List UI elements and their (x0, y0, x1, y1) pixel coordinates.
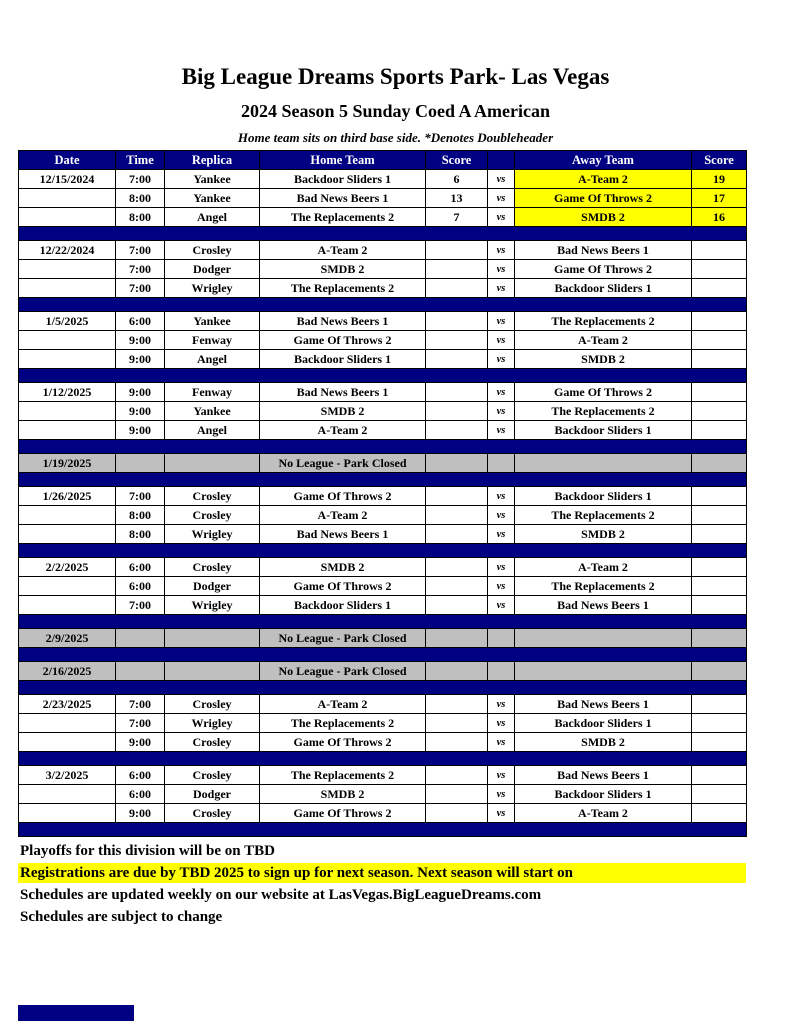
home-team-cell: The Replacements 2 (260, 766, 426, 785)
column-header-away-team: Away Team (515, 151, 692, 170)
date-cell (19, 525, 116, 544)
game-row (19, 350, 747, 369)
replica-cell: Crosley (165, 804, 260, 823)
schedule-table-body (19, 151, 747, 837)
replica-cell: Yankee (165, 402, 260, 421)
date-cell: 12/22/2024 (19, 241, 116, 260)
home-team-cell: The Replacements 2 (260, 279, 426, 298)
away-team-cell: Game Of Throws 2 (515, 189, 692, 208)
away-team-cell: The Replacements 2 (515, 577, 692, 596)
away-score-cell (692, 383, 747, 402)
away-score-cell (692, 454, 747, 473)
vs-label: vs (488, 596, 515, 615)
home-score-cell (426, 558, 488, 577)
game-row (19, 170, 747, 189)
game-row (19, 312, 747, 331)
home-score-cell (426, 402, 488, 421)
replica-cell: Angel (165, 421, 260, 440)
vs-label: vs (488, 577, 515, 596)
home-team-cell: Bad News Beers 1 (260, 525, 426, 544)
time-cell: 7:00 (116, 596, 165, 615)
vs-label: vs (488, 331, 515, 350)
replica-cell: Crosley (165, 241, 260, 260)
away-team-cell: Backdoor Sliders 1 (515, 714, 692, 733)
home-score-cell (426, 596, 488, 615)
time-cell: 6:00 (116, 785, 165, 804)
date-cell (19, 260, 116, 279)
home-team-note: Home team sits on third base side. *Denotes Doubleheader (237, 130, 554, 145)
vs-label: vs (488, 804, 515, 823)
column-header-away-score: Score (692, 151, 747, 170)
time-cell: 8:00 (116, 506, 165, 525)
column-header-home-score: Score (426, 151, 488, 170)
away-team-cell: SMDB 2 (515, 525, 692, 544)
replica-cell: Wrigley (165, 279, 260, 298)
time-cell: 9:00 (116, 331, 165, 350)
away-team-cell: Game Of Throws 2 (515, 383, 692, 402)
home-team-cell: Game Of Throws 2 (260, 577, 426, 596)
away-team-cell: SMDB 2 (515, 733, 692, 752)
time-cell: 7:00 (116, 260, 165, 279)
time-cell (116, 629, 165, 648)
replica-cell (165, 629, 260, 648)
home-score-cell (426, 733, 488, 752)
time-cell: 9:00 (116, 383, 165, 402)
separator-row (19, 298, 747, 312)
game-row (19, 421, 747, 440)
replica-cell: Wrigley (165, 596, 260, 615)
home-team-cell: Bad News Beers 1 (260, 383, 426, 402)
home-team-cell: Game Of Throws 2 (260, 331, 426, 350)
game-row (19, 733, 747, 752)
separator-cell (19, 544, 747, 558)
home-team-cell: Backdoor Sliders 1 (260, 596, 426, 615)
home-team-cell: Game Of Throws 2 (260, 733, 426, 752)
time-cell: 9:00 (116, 733, 165, 752)
time-cell: 9:00 (116, 350, 165, 369)
away-team-cell: Backdoor Sliders 1 (515, 487, 692, 506)
time-cell: 9:00 (116, 421, 165, 440)
away-score-cell (692, 350, 747, 369)
replica-cell: Crosley (165, 558, 260, 577)
vs-label: vs (488, 506, 515, 525)
replica-cell: Crosley (165, 766, 260, 785)
vs-label: vs (488, 312, 515, 331)
vs-label: vs (488, 402, 515, 421)
date-cell (19, 596, 116, 615)
separator-row (19, 615, 747, 629)
park-closed-label: No League - Park Closed (260, 629, 426, 648)
replica-cell (165, 454, 260, 473)
replica-cell: Yankee (165, 189, 260, 208)
separator-cell (19, 681, 747, 695)
season-subtitle: 2024 Season 5 Sunday Coed A American (240, 101, 551, 121)
park-closed-row (19, 629, 747, 648)
away-score-cell (692, 596, 747, 615)
separator-cell (19, 298, 747, 312)
home-team-cell: Bad News Beers 1 (260, 189, 426, 208)
away-score-cell (692, 260, 747, 279)
home-team-cell: SMDB 2 (260, 558, 426, 577)
replica-cell: Dodger (165, 260, 260, 279)
vs-label: vs (488, 785, 515, 804)
vs-label: vs (488, 714, 515, 733)
away-score-cell (692, 241, 747, 260)
away-team-cell: Bad News Beers 1 (515, 596, 692, 615)
time-cell (116, 662, 165, 681)
time-cell: 7:00 (116, 695, 165, 714)
website-note: Schedules are updated weekly on our website at LasVegas.BigLeagueDreams.com (20, 887, 542, 903)
away-team-cell: A-Team 2 (515, 804, 692, 823)
game-row (19, 714, 747, 733)
date-cell (19, 331, 116, 350)
time-cell: 8:00 (116, 525, 165, 544)
game-row (19, 804, 747, 823)
vs-label: vs (488, 260, 515, 279)
replica-cell: Fenway (165, 383, 260, 402)
home-score-cell (426, 714, 488, 733)
game-row (19, 487, 747, 506)
home-team-cell: SMDB 2 (260, 785, 426, 804)
game-row (19, 189, 747, 208)
vs-label: vs (488, 208, 515, 227)
away-team-cell: A-Team 2 (515, 331, 692, 350)
away-score-cell (692, 785, 747, 804)
home-score-cell (426, 766, 488, 785)
away-score-cell (692, 629, 747, 648)
home-score-cell: 6 (426, 170, 488, 189)
home-team-cell: SMDB 2 (260, 260, 426, 279)
replica-cell: Wrigley (165, 525, 260, 544)
home-score-cell (426, 506, 488, 525)
vs-label: vs (488, 383, 515, 402)
separator-cell (19, 648, 747, 662)
date-cell (19, 350, 116, 369)
separator-row (19, 473, 747, 487)
time-cell: 7:00 (116, 714, 165, 733)
playoffs-note: Playoffs for this division will be on TBD (20, 843, 275, 859)
vs-label: vs (488, 733, 515, 752)
home-score-cell (426, 804, 488, 823)
game-row (19, 260, 747, 279)
separator-cell (19, 369, 747, 383)
date-cell: 1/19/2025 (19, 454, 116, 473)
home-score-cell (426, 525, 488, 544)
away-score-cell (692, 804, 747, 823)
away-score-cell (692, 402, 747, 421)
column-header-home-team: Home Team (260, 151, 426, 170)
date-cell: 12/15/2024 (19, 170, 116, 189)
date-cell: 2/16/2025 (19, 662, 116, 681)
home-team-cell: SMDB 2 (260, 402, 426, 421)
column-header-date: Date (19, 151, 116, 170)
away-team-cell: Bad News Beers 1 (515, 766, 692, 785)
home-team-cell: The Replacements 2 (260, 208, 426, 227)
home-score-cell: 13 (426, 189, 488, 208)
away-score-cell (692, 525, 747, 544)
away-team-cell: SMDB 2 (515, 208, 692, 227)
home-score-cell (426, 241, 488, 260)
table-header-row (19, 151, 747, 170)
replica-cell: Dodger (165, 577, 260, 596)
separator-cell (19, 823, 747, 837)
time-cell: 6:00 (116, 558, 165, 577)
away-score-cell (692, 577, 747, 596)
home-team-cell: Backdoor Sliders 1 (260, 170, 426, 189)
game-row (19, 766, 747, 785)
game-row (19, 785, 747, 804)
separator-cell (19, 473, 747, 487)
replica-cell (165, 662, 260, 681)
time-cell: 8:00 (116, 208, 165, 227)
home-team-cell: Game Of Throws 2 (260, 487, 426, 506)
column-header-vs (488, 151, 515, 170)
vs-cell (488, 454, 515, 473)
vs-label: vs (488, 695, 515, 714)
separator-cell (19, 752, 747, 766)
away-score-cell (692, 733, 747, 752)
date-cell (19, 733, 116, 752)
away-team-cell: A-Team 2 (515, 170, 692, 189)
vs-label: vs (488, 766, 515, 785)
vs-label: vs (488, 421, 515, 440)
time-cell: 9:00 (116, 402, 165, 421)
home-score-cell (426, 383, 488, 402)
separator-row (19, 369, 747, 383)
bottom-navy-bar (18, 1005, 134, 1021)
time-cell: 6:00 (116, 766, 165, 785)
date-cell: 3/2/2025 (19, 766, 116, 785)
vs-cell (488, 629, 515, 648)
vs-label: vs (488, 525, 515, 544)
registration-note: Registrations are due by TBD 2025 to sign up for next season. Next season will start on (18, 863, 746, 883)
replica-cell: Angel (165, 208, 260, 227)
separator-cell (19, 615, 747, 629)
date-cell: 2/23/2025 (19, 695, 116, 714)
home-team-cell: Backdoor Sliders 1 (260, 350, 426, 369)
date-cell (19, 785, 116, 804)
time-cell (116, 454, 165, 473)
date-cell: 1/26/2025 (19, 487, 116, 506)
game-row (19, 208, 747, 227)
home-team-cell: Bad News Beers 1 (260, 312, 426, 331)
away-team-cell: Bad News Beers 1 (515, 241, 692, 260)
away-score-cell: 16 (692, 208, 747, 227)
vs-label: vs (488, 189, 515, 208)
away-team-cell (515, 454, 692, 473)
page-title: Big League Dreams Sports Park- Las Vegas (181, 64, 610, 89)
home-score-cell (426, 260, 488, 279)
date-cell (19, 714, 116, 733)
time-cell: 6:00 (116, 312, 165, 331)
game-row (19, 383, 747, 402)
away-score-cell (692, 558, 747, 577)
away-team-cell (515, 629, 692, 648)
game-row (19, 525, 747, 544)
away-team-cell: The Replacements 2 (515, 506, 692, 525)
subject-to-change-note: Schedules are subject to change (20, 909, 223, 925)
date-cell (19, 402, 116, 421)
park-closed-label: No League - Park Closed (260, 662, 426, 681)
game-row (19, 506, 747, 525)
game-row (19, 331, 747, 350)
home-score-cell (426, 312, 488, 331)
home-score-cell (426, 279, 488, 298)
replica-cell: Crosley (165, 506, 260, 525)
home-team-cell: Game Of Throws 2 (260, 804, 426, 823)
away-score-cell (692, 279, 747, 298)
time-cell: 7:00 (116, 170, 165, 189)
park-closed-label: No League - Park Closed (260, 454, 426, 473)
vs-label: vs (488, 170, 515, 189)
date-cell (19, 279, 116, 298)
column-header-replica: Replica (165, 151, 260, 170)
park-closed-row (19, 454, 747, 473)
home-score-cell (426, 331, 488, 350)
home-score-cell (426, 350, 488, 369)
away-score-cell (692, 695, 747, 714)
home-team-cell: The Replacements 2 (260, 714, 426, 733)
date-cell (19, 506, 116, 525)
home-score-cell (426, 577, 488, 596)
date-cell: 1/12/2025 (19, 383, 116, 402)
date-cell (19, 577, 116, 596)
date-cell (19, 804, 116, 823)
time-cell: 7:00 (116, 279, 165, 298)
away-score-cell (692, 714, 747, 733)
away-score-cell (692, 421, 747, 440)
separator-row (19, 752, 747, 766)
home-score-cell (426, 662, 488, 681)
replica-cell: Crosley (165, 487, 260, 506)
game-row (19, 695, 747, 714)
date-cell (19, 189, 116, 208)
away-score-cell (692, 331, 747, 350)
replica-cell: Wrigley (165, 714, 260, 733)
home-team-cell: A-Team 2 (260, 695, 426, 714)
schedule-table (18, 150, 747, 837)
away-team-cell: The Replacements 2 (515, 402, 692, 421)
date-cell (19, 421, 116, 440)
time-cell: 7:00 (116, 241, 165, 260)
away-team-cell: SMDB 2 (515, 350, 692, 369)
date-cell (19, 208, 116, 227)
home-score-cell (426, 785, 488, 804)
away-score-cell (692, 662, 747, 681)
replica-cell: Dodger (165, 785, 260, 804)
separator-cell (19, 227, 747, 241)
away-team-cell: A-Team 2 (515, 558, 692, 577)
away-team-cell: Game Of Throws 2 (515, 260, 692, 279)
vs-label: vs (488, 487, 515, 506)
vs-cell (488, 662, 515, 681)
away-team-cell: Backdoor Sliders 1 (515, 279, 692, 298)
away-team-cell: Bad News Beers 1 (515, 695, 692, 714)
away-score-cell: 17 (692, 189, 747, 208)
home-score-cell (426, 421, 488, 440)
vs-label: vs (488, 350, 515, 369)
separator-row (19, 681, 747, 695)
home-team-cell: A-Team 2 (260, 421, 426, 440)
away-score-cell (692, 506, 747, 525)
away-score-cell (692, 766, 747, 785)
home-score-cell (426, 629, 488, 648)
time-cell: 7:00 (116, 487, 165, 506)
home-team-cell: A-Team 2 (260, 241, 426, 260)
column-header-time: Time (116, 151, 165, 170)
time-cell: 6:00 (116, 577, 165, 596)
game-row (19, 558, 747, 577)
home-score-cell: 7 (426, 208, 488, 227)
separator-row (19, 544, 747, 558)
away-team-cell (515, 662, 692, 681)
home-score-cell (426, 487, 488, 506)
game-row (19, 596, 747, 615)
separator-row (19, 648, 747, 662)
replica-cell: Yankee (165, 170, 260, 189)
park-closed-row (19, 662, 747, 681)
home-score-cell (426, 454, 488, 473)
away-score-cell: 19 (692, 170, 747, 189)
replica-cell: Angel (165, 350, 260, 369)
replica-cell: Crosley (165, 733, 260, 752)
game-row (19, 577, 747, 596)
date-cell: 2/2/2025 (19, 558, 116, 577)
away-team-cell: Backdoor Sliders 1 (515, 421, 692, 440)
separator-row (19, 440, 747, 454)
replica-cell: Fenway (165, 331, 260, 350)
date-cell: 1/5/2025 (19, 312, 116, 331)
date-cell: 2/9/2025 (19, 629, 116, 648)
away-score-cell (692, 487, 747, 506)
replica-cell: Crosley (165, 695, 260, 714)
game-row (19, 241, 747, 260)
away-team-cell: The Replacements 2 (515, 312, 692, 331)
home-score-cell (426, 695, 488, 714)
replica-cell: Yankee (165, 312, 260, 331)
vs-label: vs (488, 279, 515, 298)
separator-row (19, 823, 747, 837)
time-cell: 8:00 (116, 189, 165, 208)
vs-label: vs (488, 241, 515, 260)
away-team-cell: Backdoor Sliders 1 (515, 785, 692, 804)
game-row (19, 402, 747, 421)
separator-row (19, 227, 747, 241)
time-cell: 9:00 (116, 804, 165, 823)
home-team-cell: A-Team 2 (260, 506, 426, 525)
separator-cell (19, 440, 747, 454)
vs-label: vs (488, 558, 515, 577)
away-score-cell (692, 312, 747, 331)
game-row (19, 279, 747, 298)
